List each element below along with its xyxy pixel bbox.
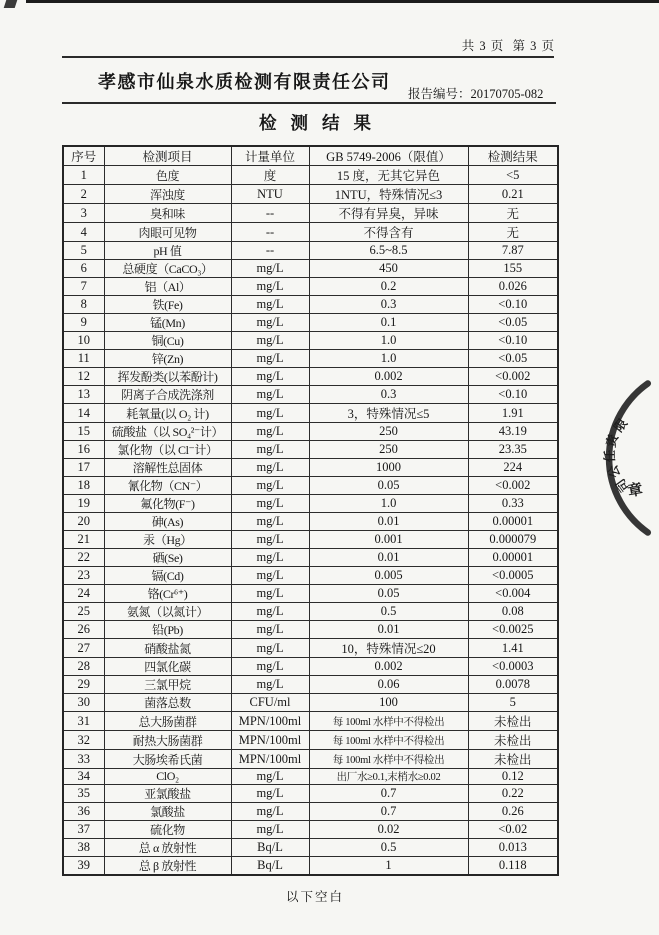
cell-unit: mg/L [231,368,309,386]
cell-result: 1.41 [468,639,558,658]
cell-no: 8 [63,296,104,314]
cell-item: pH 值 [104,242,231,260]
cell-limit: 不得含有 [309,223,468,242]
cell-limit: 每 100ml 水样中不得检出 [309,712,468,731]
cell-result: <0.10 [468,332,558,350]
cell-result: <0.002 [468,368,558,386]
scan-corner-artifact [4,0,18,8]
table-row [63,423,558,441]
cell-item: 砷(As) [104,513,231,531]
cell-result: 未检出 [468,712,558,731]
cell-result: 未检出 [468,731,558,750]
cell-result: <0.0005 [468,567,558,585]
cell-limit: 250 [309,423,468,441]
cell-no: 15 [63,423,104,441]
cell-no: 31 [63,712,104,731]
cell-item: 亚氯酸盐 [104,785,231,803]
cell-no: 35 [63,785,104,803]
seal-char: 公 [605,463,623,480]
cell-no: 34 [63,769,104,785]
cell-result: 0.22 [468,785,558,803]
table-row [63,531,558,549]
cell-limit: 0.002 [309,658,468,676]
cell-item: 铝（Al） [104,278,231,296]
cell-item: 总 β 放射性 [104,857,231,876]
cell-no: 7 [63,278,104,296]
cell-result: 1.91 [468,404,558,423]
cell-item: 浑浊度 [104,185,231,204]
cell-no: 23 [63,567,104,585]
cell-item: 硝酸盐氮 [104,639,231,658]
cell-no: 16 [63,441,104,459]
cell-no: 37 [63,821,104,839]
cell-item: 溶解性总固体 [104,459,231,477]
cell-limit: 100 [309,694,468,712]
table-row [63,477,558,495]
cell-unit: mg/L [231,531,309,549]
cell-unit: mg/L [231,296,309,314]
cell-unit: mg/L [231,314,309,332]
cell-limit: 0.2 [309,278,468,296]
table-row [63,857,558,876]
cell-unit: mg/L [231,821,309,839]
cell-result: <0.002 [468,477,558,495]
cell-result: <0.05 [468,314,558,332]
table-row [63,803,558,821]
cell-limit: 1.0 [309,332,468,350]
cell-result: <0.02 [468,821,558,839]
cell-no: 27 [63,639,104,658]
cell-item: 硒(Se) [104,549,231,567]
table-row [63,332,558,350]
table-row [63,459,558,477]
footer-note: 以下空白 [285,890,344,904]
table-row [63,658,558,676]
results-tbody [63,166,558,876]
seal-arc [609,384,648,533]
table-row [63,386,558,404]
cell-item: 耐热大肠菌群 [104,731,231,750]
cell-unit: mg/L [231,603,309,621]
cell-limit: 0.1 [309,314,468,332]
cell-limit: 0.002 [309,368,468,386]
table-row [63,350,558,368]
cell-limit: 10，特殊情况≤20 [309,639,468,658]
table-row [63,694,558,712]
seal-char: 任 [603,449,617,463]
cell-limit: 0.3 [309,296,468,314]
cell-no: 28 [63,658,104,676]
table-row [63,549,558,567]
cell-item: 锰(Mn) [104,314,231,332]
cell-unit: -- [231,204,309,223]
cell-limit: 450 [309,260,468,278]
cell-no: 11 [63,350,104,368]
cell-limit: 0.5 [309,839,468,857]
header-cell-unit: 计量单位 [231,146,309,166]
table-header-row [63,146,558,166]
table-row [63,166,558,185]
cell-no: 10 [63,332,104,350]
cell-unit: mg/L [231,495,309,513]
cell-limit: 0.06 [309,676,468,694]
cell-result: 0.21 [468,185,558,204]
cell-no: 30 [63,694,104,712]
header-rule-bottom [62,102,556,104]
header-rule-top [62,56,554,58]
cell-result: <5 [468,166,558,185]
cell-item: 铁(Fe) [104,296,231,314]
cell-no: 22 [63,549,104,567]
cell-unit: mg/L [231,386,309,404]
cell-unit: mg/L [231,658,309,676]
cell-limit: 每 100ml 水样中不得检出 [309,750,468,769]
cell-unit: NTU [231,185,309,204]
cell-unit: mg/L [231,260,309,278]
cell-limit: 0.01 [309,621,468,639]
cell-item: 臭和味 [104,204,231,223]
cell-result: <0.0025 [468,621,558,639]
table-row [63,712,558,731]
cell-no: 24 [63,585,104,603]
cell-no: 9 [63,314,104,332]
table-row [63,731,558,750]
cell-limit: 1.0 [309,350,468,368]
cell-item: 阴离子合成洗涤剂 [104,386,231,404]
table-row [63,769,558,785]
cell-item: 铜(Cu) [104,332,231,350]
cell-result: 7.87 [468,242,558,260]
table-row [63,441,558,459]
cell-item: 汞（Hg） [104,531,231,549]
cell-no: 29 [63,676,104,694]
cell-item: 氨氮（以氮计） [104,603,231,621]
table-row [63,603,558,621]
cell-no: 13 [63,386,104,404]
table-row [63,750,558,769]
cell-unit: CFU/ml [231,694,309,712]
cell-result: 0.026 [468,278,558,296]
cell-unit: Bq/L [231,839,309,857]
scan-edge-artifact [26,0,659,3]
table-row [63,639,558,658]
cell-no: 20 [63,513,104,531]
table-row [63,785,558,803]
table-row [63,404,558,423]
seal-char: 责 [603,432,621,449]
cell-limit: 1 [309,857,468,876]
cell-no: 33 [63,750,104,769]
cell-result: 23.35 [468,441,558,459]
cell-unit: MPN/100ml [231,712,309,731]
cell-no: 21 [63,531,104,549]
table-row [63,223,558,242]
cell-limit: 0.01 [309,549,468,567]
cell-result: 未检出 [468,750,558,769]
table-row [63,567,558,585]
cell-limit: 0.05 [309,477,468,495]
cell-limit: 0.005 [309,567,468,585]
report-title: 检测结果 [259,113,385,133]
cell-no: 14 [63,404,104,423]
cell-result: <0.0003 [468,658,558,676]
cell-unit: Bq/L [231,857,309,876]
cell-item: 氯化物（以 Cl⁻计） [104,441,231,459]
cell-result: <0.10 [468,386,558,404]
cell-result: 5 [468,694,558,712]
cell-unit: mg/L [231,621,309,639]
cell-unit: mg/L [231,477,309,495]
cell-unit: mg/L [231,441,309,459]
cell-unit: mg/L [231,639,309,658]
cell-limit: 0.7 [309,785,468,803]
cell-item: 总 α 放射性 [104,839,231,857]
cell-unit: mg/L [231,769,309,785]
cell-limit: 0.7 [309,803,468,821]
cell-result: <0.004 [468,585,558,603]
cell-no: 6 [63,260,104,278]
cell-item: 挥发酚类(以苯酚计) [104,368,231,386]
results-table [62,145,559,876]
table-row [63,513,558,531]
cell-item: 镉(Cd) [104,567,231,585]
header-cell-no: 序号 [63,146,104,166]
table-row [63,368,558,386]
cell-no: 17 [63,459,104,477]
cell-result: 224 [468,459,558,477]
table-row [63,185,558,204]
cell-item: 硫化物 [104,821,231,839]
cell-result: 155 [468,260,558,278]
cell-limit: 0.3 [309,386,468,404]
cell-no: 12 [63,368,104,386]
seal-char: 司 [613,476,633,495]
cell-result: 43.19 [468,423,558,441]
cell-result: <0.10 [468,296,558,314]
cell-result: 0.013 [468,839,558,857]
cell-unit: 度 [231,166,309,185]
cell-limit: 0.02 [309,821,468,839]
cell-limit: 0.5 [309,603,468,621]
cell-unit: MPN/100ml [231,731,309,750]
cell-unit: mg/L [231,676,309,694]
table-row [63,260,558,278]
cell-item: 四氯化碳 [104,658,231,676]
cell-limit: 0.001 [309,531,468,549]
cell-result: 0.000079 [468,531,558,549]
cell-no: 19 [63,495,104,513]
company-name: 孝感市仙泉水质检测有限责任公司 [98,72,391,92]
cell-no: 38 [63,839,104,857]
cell-unit: -- [231,242,309,260]
cell-item: 菌落总数 [104,694,231,712]
cell-result: 无 [468,223,558,242]
cell-item: 氰化物（CN⁻） [104,477,231,495]
cell-item: 硫酸盐（以 SO₄²⁻计） [104,423,231,441]
table-row [63,676,558,694]
cell-no: 39 [63,857,104,876]
cell-no: 5 [63,242,104,260]
cell-result: 0.33 [468,495,558,513]
cell-unit: mg/L [231,549,309,567]
cell-item: 总大肠菌群 [104,712,231,731]
seal-char: 限 [611,416,631,435]
cell-unit: mg/L [231,423,309,441]
cell-item: 总硬度（CaCO₃） [104,260,231,278]
cell-limit: 0.01 [309,513,468,531]
cell-item: 肉眼可见物 [104,223,231,242]
cell-unit: mg/L [231,585,309,603]
cell-unit: mg/L [231,404,309,423]
table-row [63,621,558,639]
cell-unit: mg/L [231,350,309,368]
cell-no: 2 [63,185,104,204]
cell-result: 无 [468,204,558,223]
cell-result: 0.12 [468,769,558,785]
table-row [63,314,558,332]
cell-no: 36 [63,803,104,821]
table-row [63,495,558,513]
cell-result: 0.26 [468,803,558,821]
cell-result: 0.08 [468,603,558,621]
cell-limit: 不得有异臭，异味 [309,204,468,223]
header-cell-limit: GB 5749-2006（限值） [309,146,468,166]
cell-limit: 0.05 [309,585,468,603]
cell-unit: -- [231,223,309,242]
header-cell-result: 检测结果 [468,146,558,166]
cell-result: 0.118 [468,857,558,876]
cell-limit: 250 [309,441,468,459]
table-row [63,821,558,839]
cell-item: 铬(Cr⁶⁺) [104,585,231,603]
cell-no: 4 [63,223,104,242]
cell-unit: mg/L [231,567,309,585]
cell-no: 26 [63,621,104,639]
cell-item: 氟化物(F⁻) [104,495,231,513]
table-row [63,278,558,296]
seal-center-char: 章 [626,481,645,501]
cell-no: 32 [63,731,104,750]
cell-result: 0.00001 [468,513,558,531]
cell-unit: mg/L [231,278,309,296]
cell-limit: 6.5~8.5 [309,242,468,260]
table-row [63,204,558,223]
cell-item: 三氯甲烷 [104,676,231,694]
cell-limit: 出厂水≥0.1,末梢水≥0.02 [309,769,468,785]
cell-unit: mg/L [231,803,309,821]
cell-result: <0.05 [468,350,558,368]
cell-item: ClO₂ [104,769,231,785]
cell-unit: mg/L [231,785,309,803]
seal-text-group [602,416,644,500]
cell-result: 0.0078 [468,676,558,694]
cell-unit: mg/L [231,332,309,350]
cell-item: 铅(Pb) [104,621,231,639]
cell-unit: mg/L [231,459,309,477]
cell-item: 耗氧量(以 O₂ 计) [104,404,231,423]
cell-no: 18 [63,477,104,495]
header-cell-item: 检测项目 [104,146,231,166]
cell-limit: 1.0 [309,495,468,513]
cell-no: 25 [63,603,104,621]
cell-limit: 15 度，无其它异色 [309,166,468,185]
table-row [63,585,558,603]
cell-limit: 3，特殊情况≤5 [309,404,468,423]
cell-item: 锌(Zn) [104,350,231,368]
cell-limit: 1000 [309,459,468,477]
cell-item: 氯酸盐 [104,803,231,821]
table-row [63,296,558,314]
cell-unit: MPN/100ml [231,750,309,769]
table-row [63,242,558,260]
cell-unit: mg/L [231,513,309,531]
cell-item: 色度 [104,166,231,185]
cell-no: 3 [63,204,104,223]
cell-limit: 每 100ml 水样中不得检出 [309,731,468,750]
page-number: 共 3 页 第 3 页 [461,39,555,53]
table-row [63,839,558,857]
cell-item: 大肠埃希氏菌 [104,750,231,769]
cell-no: 1 [63,166,104,185]
cell-limit: 1NTU，特殊情况≤3 [309,185,468,204]
company-seal [575,358,659,568]
report-number: 报告编号：20170705-082 [408,87,544,101]
cell-result: 0.00001 [468,549,558,567]
